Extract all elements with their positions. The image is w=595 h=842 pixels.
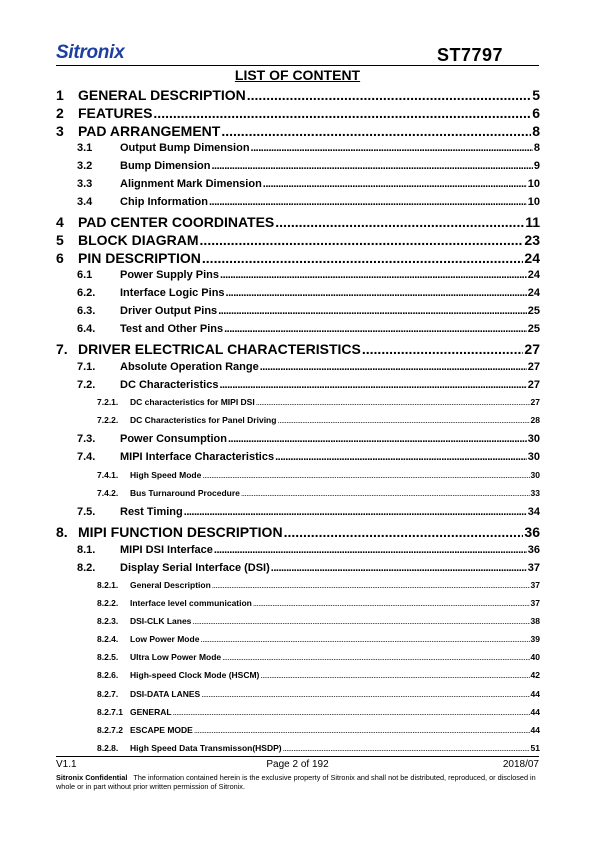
toc-entry-page: 9 bbox=[533, 160, 540, 172]
toc-entry[interactable] bbox=[77, 269, 540, 283]
toc-entry-title: PAD CENTER COORDINATES bbox=[78, 214, 275, 230]
toc-entry-title: BLOCK DIAGRAM bbox=[78, 232, 199, 248]
confidential-notice bbox=[56, 773, 540, 791]
toc-entry-title: DSI-CLK Lanes bbox=[130, 616, 192, 626]
toc-entry-title: MIPI Interface Characteristics bbox=[120, 451, 275, 463]
toc-dot-leader bbox=[220, 269, 527, 281]
toc-entry-page: 25 bbox=[527, 305, 540, 317]
toc-dot-leader bbox=[253, 598, 530, 608]
toc-entry-number: 6.1 bbox=[77, 269, 93, 281]
toc-entry[interactable] bbox=[77, 544, 540, 558]
toc-dot-leader bbox=[226, 287, 527, 299]
toc-entry-number: 8.2.3. bbox=[97, 616, 119, 626]
toc-entry-number: 3.4 bbox=[77, 196, 93, 208]
toc-entry[interactable] bbox=[56, 341, 540, 359]
toc-entry-number: 8. bbox=[56, 524, 68, 540]
toc-dot-leader bbox=[192, 616, 529, 626]
toc-entry-number: 6.2. bbox=[77, 287, 96, 299]
footer-version: V1.1 bbox=[56, 759, 77, 770]
toc-entry[interactable] bbox=[56, 232, 540, 250]
toc-entry-number: 3.2 bbox=[77, 160, 93, 172]
toc-entry[interactable] bbox=[97, 415, 540, 427]
toc-entry-number: 7.2.2. bbox=[97, 415, 119, 425]
toc-dot-leader bbox=[284, 524, 524, 540]
toc-entry-number: 8.2.5. bbox=[97, 652, 119, 662]
toc-dot-leader bbox=[362, 341, 524, 357]
toc-dot-leader bbox=[202, 250, 524, 266]
toc-entry[interactable] bbox=[77, 305, 540, 319]
toc-entry-page: 30 bbox=[527, 451, 540, 463]
toc-dot-leader bbox=[277, 415, 529, 425]
toc-entry-title: GENERAL bbox=[130, 707, 172, 717]
toc-dot-leader bbox=[173, 707, 530, 717]
toc-entry[interactable] bbox=[77, 451, 540, 465]
toc-entry-page: 24 bbox=[527, 269, 540, 281]
toc-dot-leader bbox=[184, 506, 527, 518]
toc-dot-leader bbox=[260, 670, 529, 680]
toc-entry-page: 33 bbox=[530, 488, 540, 498]
toc-entry-title: ESCAPE MODE bbox=[130, 725, 193, 735]
toc-entry-page: 5 bbox=[532, 87, 540, 103]
toc-entry-page: 25 bbox=[527, 323, 540, 335]
toc-entry-page: 30 bbox=[530, 470, 540, 480]
toc-entry[interactable] bbox=[97, 580, 540, 592]
toc-entry-page: 27 bbox=[524, 341, 540, 357]
toc-entry-number: 7.5. bbox=[77, 506, 96, 518]
toc-entry-title: PAD ARRANGEMENT bbox=[78, 123, 221, 139]
toc-entry-page: 24 bbox=[527, 287, 540, 299]
toc-entry-page: 44 bbox=[530, 725, 540, 735]
header-rule bbox=[56, 65, 539, 66]
toc-entry-number: 3.1 bbox=[77, 142, 93, 154]
toc-entry-title: Bump Dimension bbox=[120, 160, 211, 172]
toc-entry-title: Display Serial Interface (DSI) bbox=[120, 562, 270, 574]
toc-dot-leader bbox=[271, 562, 527, 574]
toc-dot-leader bbox=[256, 397, 530, 407]
confidential-text: The information contained herein is the exclusive property of Sitronix and shall not be distributed, reproduced, or disclosed in whole or in part without prior written permission of Sitronix. bbox=[56, 773, 536, 791]
toc-entry-number: 8.2.4. bbox=[97, 634, 119, 644]
toc-entry-title: Bus Turnaround Procedure bbox=[130, 488, 240, 498]
toc-entry[interactable] bbox=[77, 506, 540, 520]
toc-entry-page: 44 bbox=[530, 707, 540, 717]
toc-entry-title: Test and Other Pins bbox=[120, 323, 224, 335]
toc-entry-title: MIPI DSI Interface bbox=[120, 544, 213, 556]
toc-entry-number: 8.2.6. bbox=[97, 670, 119, 680]
toc-entry-page: 36 bbox=[527, 544, 540, 556]
toc-entry[interactable] bbox=[77, 562, 540, 576]
toc-entry-number: 3.3 bbox=[77, 178, 93, 190]
toc-entry-number: 8.1. bbox=[77, 544, 96, 556]
sitronix-logo: Sitronix bbox=[56, 42, 125, 63]
toc-dot-leader bbox=[202, 470, 529, 480]
toc-entry-title: Rest Timing bbox=[120, 506, 183, 518]
toc-dot-leader bbox=[201, 689, 529, 699]
toc-entry-page: 39 bbox=[530, 634, 540, 644]
toc-entry-page: 27 bbox=[527, 361, 540, 373]
toc-entry-title: GENERAL DESCRIPTION bbox=[78, 87, 246, 103]
footer-page-number: Page 2 of 192 bbox=[266, 759, 329, 770]
toc-entry[interactable] bbox=[77, 160, 540, 174]
toc-entry-title: Alignment Mark Dimension bbox=[120, 178, 262, 190]
toc-entry-page: 8 bbox=[533, 142, 540, 154]
toc-entry-page: 30 bbox=[527, 433, 540, 445]
toc-entry-title: Chip Information bbox=[120, 196, 208, 208]
toc-entry-title: Low Power Mode bbox=[130, 634, 200, 644]
toc-entry-page: 37 bbox=[530, 598, 540, 608]
toc-dot-leader bbox=[222, 652, 529, 662]
toc-entry-title: DC characteristics for MIPI DSI bbox=[130, 397, 255, 407]
toc-dot-leader bbox=[221, 123, 531, 139]
toc-dot-leader bbox=[214, 544, 527, 556]
toc-entry[interactable] bbox=[56, 87, 540, 105]
toc-entry[interactable] bbox=[56, 123, 540, 141]
toc-entry-page: 40 bbox=[530, 652, 540, 662]
toc-entry-page: 37 bbox=[530, 580, 540, 590]
toc-dot-leader bbox=[247, 87, 531, 103]
toc-entry-title: High Speed Data Transmisson(HSDP) bbox=[130, 743, 282, 753]
toc-dot-leader bbox=[263, 178, 527, 190]
toc-entry-title: Absolute Operation Range bbox=[120, 361, 259, 373]
toc-entry-page: 27 bbox=[530, 397, 540, 407]
toc-entry-number: 3 bbox=[56, 123, 64, 139]
toc-entry-page: 34 bbox=[527, 506, 540, 518]
toc-entry-number: 7.1. bbox=[77, 361, 96, 373]
toc-entry[interactable] bbox=[97, 616, 540, 628]
toc-entry-number: 6.4. bbox=[77, 323, 96, 335]
toc-entry-page: 8 bbox=[532, 123, 540, 139]
toc-entry-number: 6.3. bbox=[77, 305, 96, 317]
toc-entry-title: Output Bump Dimension bbox=[120, 142, 250, 154]
toc-entry[interactable] bbox=[56, 250, 540, 268]
toc-entry-page: 51 bbox=[530, 743, 540, 753]
toc-entry[interactable] bbox=[97, 488, 540, 500]
toc-entry[interactable] bbox=[97, 689, 540, 701]
toc-entry-title: DSI-DATA LANES bbox=[130, 689, 201, 699]
toc-entry[interactable] bbox=[97, 652, 540, 664]
toc-entry[interactable] bbox=[77, 379, 540, 393]
toc-dot-leader bbox=[275, 214, 524, 230]
toc-entry-number: 7.4. bbox=[77, 451, 96, 463]
toc-entry[interactable] bbox=[97, 707, 540, 719]
toc-dot-leader bbox=[153, 105, 531, 121]
toc-entry-page: 27 bbox=[527, 379, 540, 391]
toc-entry-page: 10 bbox=[527, 196, 540, 208]
toc-entry-title: MIPI FUNCTION DESCRIPTION bbox=[78, 524, 283, 540]
toc-entry-page: 42 bbox=[530, 670, 540, 680]
toc-entry-title: Ultra Low Power Mode bbox=[130, 652, 222, 662]
toc-dot-leader bbox=[260, 361, 527, 373]
toc-entry-title: PIN DESCRIPTION bbox=[78, 250, 201, 266]
toc-entry-page: 24 bbox=[524, 250, 540, 266]
toc-entry-page: 37 bbox=[527, 562, 540, 574]
toc-entry-number: 4 bbox=[56, 214, 64, 230]
toc-entry-title: General Description bbox=[130, 580, 211, 590]
toc-entry-number: 7.2. bbox=[77, 379, 96, 391]
toc-entry[interactable] bbox=[97, 598, 540, 610]
toc-entry-number: 8.2.7.2 bbox=[97, 725, 123, 735]
toc-entry-number: 8.2.2. bbox=[97, 598, 119, 608]
toc-entry[interactable] bbox=[77, 142, 540, 156]
toc-entry-title: Power Supply Pins bbox=[120, 269, 220, 281]
toc-entry-page: 38 bbox=[530, 616, 540, 626]
toc-entry[interactable] bbox=[97, 397, 540, 409]
toc-entry-number: 7.2.1. bbox=[97, 397, 119, 407]
toc-entry-title: DC Characteristics for Panel Driving bbox=[130, 415, 277, 425]
toc-entry-page: 23 bbox=[524, 232, 540, 248]
toc-entry-number: 1 bbox=[56, 87, 64, 103]
toc-entry-title: Driver Output Pins bbox=[120, 305, 218, 317]
toc-entry[interactable] bbox=[97, 743, 540, 755]
toc-entry-number: 8.2.8. bbox=[97, 743, 119, 753]
toc-dot-leader bbox=[209, 196, 527, 208]
toc-entry-number: 8.2.7.1 bbox=[97, 707, 123, 717]
toc-entry-number: 8.2. bbox=[77, 562, 96, 574]
toc-entry-title: High-speed Clock Mode (HSCM) bbox=[130, 670, 260, 680]
toc-entry-title: Interface level communication bbox=[130, 598, 252, 608]
footer-date: 2018/07 bbox=[502, 759, 539, 770]
toc-entry-number: 6 bbox=[56, 250, 64, 266]
toc-dot-leader bbox=[228, 433, 527, 445]
toc-entry-title: FEATURES bbox=[78, 105, 153, 121]
toc-dot-leader bbox=[200, 232, 524, 248]
model-number: ST7797 bbox=[436, 45, 503, 65]
toc-dot-leader bbox=[219, 379, 526, 391]
toc-dot-leader bbox=[283, 743, 530, 753]
toc-entry[interactable] bbox=[77, 287, 540, 301]
toc-entry[interactable] bbox=[77, 323, 540, 337]
toc-entry[interactable] bbox=[56, 105, 540, 123]
toc-entry-page: 11 bbox=[525, 214, 540, 230]
toc-entry[interactable] bbox=[77, 361, 540, 375]
toc-entry[interactable] bbox=[77, 178, 540, 192]
footer-rule bbox=[56, 756, 539, 757]
toc-title: LIST OF CONTENT bbox=[234, 67, 361, 83]
toc-entry[interactable] bbox=[97, 634, 540, 646]
toc-dot-leader bbox=[241, 488, 530, 498]
toc-entry-number: 7.3. bbox=[77, 433, 96, 445]
toc-entry[interactable] bbox=[97, 725, 540, 737]
toc-entry-title: DRIVER ELECTRICAL CHARACTERISTICS bbox=[78, 341, 361, 357]
toc-entry-number: 7. bbox=[56, 341, 68, 357]
toc-entry-number: 7.4.1. bbox=[97, 470, 119, 480]
toc-entry-title: High Speed Mode bbox=[130, 470, 202, 480]
toc-entry-title: Power Consumption bbox=[120, 433, 227, 445]
toc-entry[interactable] bbox=[56, 214, 540, 232]
toc-entry-page: 28 bbox=[530, 415, 540, 425]
toc-dot-leader bbox=[224, 323, 527, 335]
toc-entry-title: Interface Logic Pins bbox=[120, 287, 225, 299]
toc-entry[interactable] bbox=[77, 196, 540, 210]
toc-entry-page: 6 bbox=[532, 105, 540, 121]
toc-entry-page: 10 bbox=[527, 178, 540, 190]
toc-entry-page: 44 bbox=[530, 689, 540, 699]
toc-entry[interactable] bbox=[56, 524, 540, 542]
toc-entry[interactable] bbox=[97, 470, 540, 482]
toc-dot-leader bbox=[251, 142, 533, 154]
toc-dot-leader bbox=[211, 160, 532, 172]
toc-entry[interactable] bbox=[97, 670, 540, 682]
toc-entry-number: 7.4.2. bbox=[97, 488, 119, 498]
toc-dot-leader bbox=[275, 451, 527, 463]
confidential-label: Sitronix Confidential bbox=[56, 773, 128, 782]
toc-entry-title: DC Characteristics bbox=[120, 379, 219, 391]
toc-dot-leader bbox=[218, 305, 527, 317]
toc-entry-number: 2 bbox=[56, 105, 64, 121]
toc-dot-leader bbox=[194, 725, 530, 735]
toc-entry-page: 36 bbox=[524, 524, 540, 540]
toc-entry-number: 8.2.1. bbox=[97, 580, 119, 590]
toc-entry-number: 8.2.7. bbox=[97, 689, 119, 699]
toc-dot-leader bbox=[200, 634, 529, 644]
toc-entry[interactable] bbox=[77, 433, 540, 447]
toc-entry-number: 5 bbox=[56, 232, 64, 248]
toc-dot-leader bbox=[212, 580, 530, 590]
